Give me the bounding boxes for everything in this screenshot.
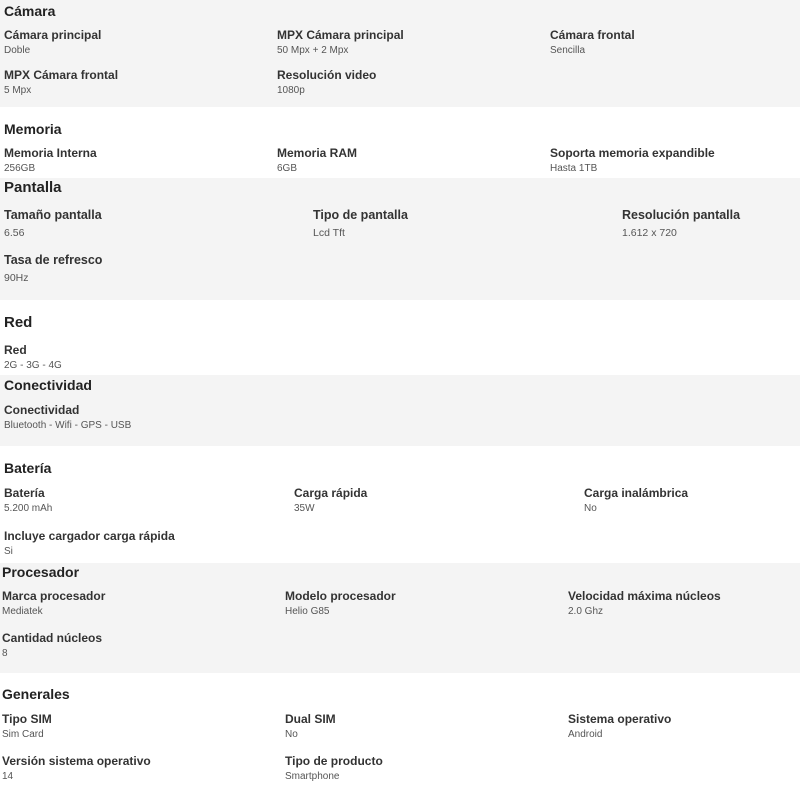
- spec-value: Sencilla: [550, 45, 586, 56]
- spec-value: 1.612 x 720: [622, 227, 677, 239]
- spec-memoria-expandible: [550, 146, 715, 175]
- section-title: Batería: [4, 460, 52, 476]
- section-title: Memoria: [4, 121, 62, 137]
- section-red: [0, 300, 800, 375]
- spec-value: 2G - 3G - 4G: [4, 360, 62, 371]
- spec-value: Lcd Tft: [313, 227, 345, 239]
- section-pantalla: [0, 178, 800, 300]
- spec-bateria: [4, 486, 52, 515]
- spec-value: Doble: [4, 45, 31, 56]
- spec-velocidad-nucleos: [568, 589, 721, 618]
- spec-label: Versión sistema operativo: [2, 754, 151, 768]
- spec-label: Cámara frontal: [550, 28, 635, 42]
- spec-tamano-pantalla: [4, 208, 102, 240]
- spec-value: No: [584, 503, 597, 514]
- spec-label: Memoria RAM: [277, 146, 358, 160]
- spec-value: Smartphone: [285, 771, 340, 782]
- spec-label: Sistema operativo: [568, 712, 672, 726]
- spec-label: Carga inalámbrica: [584, 486, 689, 500]
- spec-label: Soporta memoria expandible: [550, 146, 715, 160]
- spec-mpx-camara-frontal: [4, 68, 118, 97]
- spec-conectividad: [4, 403, 131, 432]
- spec-value: 14: [2, 771, 14, 782]
- spec-label: Carga rápida: [294, 486, 368, 500]
- spec-label: Tipo de producto: [285, 754, 383, 768]
- spec-value: Sim Card: [2, 729, 44, 740]
- spec-value: No: [285, 729, 298, 740]
- section-camara: [0, 0, 800, 107]
- spec-tipo-sim: [2, 712, 52, 741]
- section-bateria: [0, 446, 800, 563]
- spec-value: 6.56: [4, 227, 25, 239]
- spec-value: 5.200 mAh: [4, 503, 53, 514]
- spec-memoria-interna: [4, 146, 97, 175]
- spec-label: Resolución video: [277, 68, 377, 82]
- section-title: Generales: [2, 686, 70, 702]
- spec-value: Bluetooth - Wifi - GPS - USB: [4, 420, 132, 431]
- section-memoria: [0, 107, 800, 178]
- section-procesador: [0, 563, 800, 673]
- spec-label: Tamaño pantalla: [4, 208, 102, 222]
- spec-label: Dual SIM: [285, 712, 336, 726]
- spec-value: Helio G85: [285, 606, 330, 617]
- spec-tipo-pantalla: [313, 208, 408, 240]
- spec-memoria-ram: [277, 146, 357, 175]
- spec-resolucion-pantalla: [622, 208, 740, 240]
- section-title: Cámara: [4, 3, 56, 19]
- spec-value: Mediatek: [2, 606, 43, 617]
- section-title: Conectividad: [4, 377, 92, 393]
- spec-label: Cantidad núcleos: [2, 631, 103, 645]
- section-generales: [0, 673, 800, 800]
- spec-label: Batería: [4, 486, 45, 500]
- section-conectividad: [0, 375, 800, 446]
- section-title: Pantalla: [4, 179, 62, 196]
- spec-marca-procesador: [2, 589, 105, 618]
- spec-value: 256GB: [4, 163, 36, 174]
- spec-label: Tipo de pantalla: [313, 208, 408, 222]
- spec-label: Tasa de refresco: [4, 253, 103, 267]
- spec-label: MPX Cámara frontal: [4, 68, 119, 82]
- spec-carga-inalambrica: [584, 486, 688, 515]
- spec-value: 35W: [294, 503, 315, 514]
- spec-value: 5 Mpx: [4, 85, 32, 96]
- spec-label: Marca procesador: [2, 589, 106, 603]
- spec-label: Modelo procesador: [285, 589, 396, 603]
- spec-value: 6GB: [277, 163, 298, 174]
- spec-label: Cámara principal: [4, 28, 102, 42]
- spec-label: Tipo SIM: [2, 712, 52, 726]
- spec-value: 8: [2, 648, 8, 659]
- spec-camara-frontal: [550, 28, 635, 57]
- section-title: Red: [4, 314, 33, 331]
- spec-value: Si: [4, 546, 13, 557]
- spec-label: MPX Cámara principal: [277, 28, 404, 42]
- spec-label: Resolución pantalla: [622, 208, 741, 222]
- spec-label: Red: [4, 343, 27, 357]
- spec-modelo-procesador: [285, 589, 396, 618]
- spec-sistema-operativo: [568, 712, 671, 741]
- spec-cantidad-nucleos: [2, 631, 102, 660]
- spec-label: Velocidad máxima núcleos: [568, 589, 721, 603]
- spec-value: 50 Mpx + 2 Mpx: [277, 45, 349, 56]
- spec-resolucion-video: [277, 68, 376, 97]
- spec-camara-principal: [4, 28, 101, 57]
- spec-value: Hasta 1TB: [550, 163, 598, 174]
- spec-tasa-refresco: [4, 253, 102, 285]
- spec-version-so: [2, 754, 151, 783]
- spec-label: Conectividad: [4, 403, 80, 417]
- spec-value: 2.0 Ghz: [568, 606, 604, 617]
- spec-label: Incluye cargador carga rápida: [4, 529, 175, 543]
- spec-value: 1080p: [277, 85, 305, 96]
- spec-carga-rapida: [294, 486, 367, 515]
- spec-red: [4, 343, 62, 372]
- spec-incluye-cargador: [4, 529, 175, 558]
- spec-mpx-camara-principal: [277, 28, 404, 57]
- spec-value: Android: [568, 729, 603, 740]
- spec-label: Memoria Interna: [4, 146, 97, 160]
- spec-value: 90Hz: [4, 272, 29, 284]
- spec-dual-sim: [285, 712, 336, 741]
- spec-tipo-producto: [285, 754, 383, 783]
- section-title: Procesador: [2, 564, 80, 580]
